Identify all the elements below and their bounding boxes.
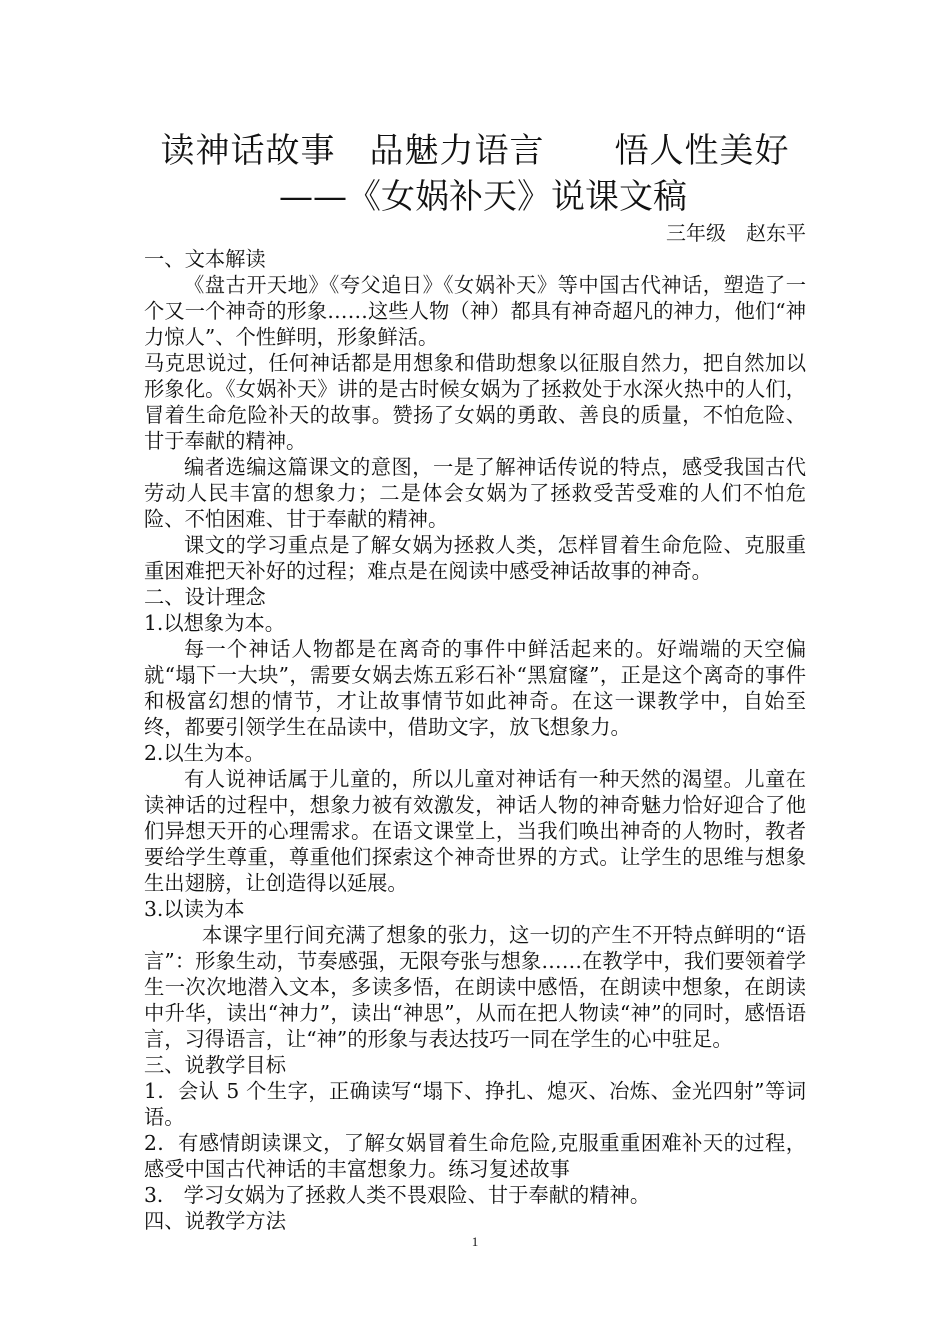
paragraph: 有人说神话属于儿童的，所以儿童对神话有一种天然的渴望。儿童在读神话的过程中，想象力被有效激发，神话人物的神奇魅力恰好迎合了他们异想天开的心理需求。在语文课堂上，当我们唤出神奇的人物时，教者要给学生尊重，尊重他们探索这个神奇世界的方式。让学生的思维与想象生出翅膀，让创造得以延展。 <box>144 767 806 895</box>
title-part-1: 读神话故事 <box>160 131 336 171</box>
goal-item: 2．有感情朗读课文，了解女娲冒着生命危险,克服重重困难补天的过程，感受中国古代神话的丰富想象力。练习复述故事 <box>144 1131 806 1181</box>
title-part-2: 品魅力语言 <box>369 131 545 171</box>
page-number: 1 <box>471 1234 479 1249</box>
paragraph: 马克思说过，任何神话都是用想象和借助想象以征服自然力，把自然加以形象化。《女娲补天》讲的是古时候女娲为了拯救处于水深火热中的人们，冒着生命危险补天的故事。赞扬了女娲的勇敢、善良的质量，不怕危险、甘于奉献的精神。 <box>144 351 806 453</box>
paragraph: 编者选编这篇课文的意图，一是了解神话传说的特点，感受我国古代劳动人民丰富的想象力；二是体会女娲为了拯救受苦受难的人们不怕危险、不怕困难、甘于奉献的精神。 <box>144 455 806 531</box>
subheading: 1.以想象为本。 <box>144 611 286 635</box>
title-part-3: 悟人性美好 <box>614 131 790 171</box>
paragraph: 每一个神话人物都是在离奇的事件中鲜活起来的。好端端的天空偏就“塌下一大块”，需要女娲去炼五彩石补“黑窟窿”，正是这个离奇的事件和极富幻想的情节，才让故事情节如此神奇。在这一课教学中，自始至终，都要引领学生在品读中，借助文字，放飞想象力。 <box>144 637 806 739</box>
author-line <box>144 220 806 246</box>
subheading: 2.以生为本。 <box>144 741 265 765</box>
section-heading-4: 四、说教学方法 <box>144 1209 286 1233</box>
paragraph: 课文的学习重点是了解女娲为拯救人类，怎样冒着生命危险、克服重重困难把天补好的过程；难点是在阅读中感受神话故事的神奇。 <box>144 533 806 583</box>
goal-item: 1．会认 5 个生字，正确读写“塌下、挣扎、熄灭、冶炼、金光四射”等词语。 <box>144 1079 806 1129</box>
section-heading-1: 一、文本解读 <box>144 247 266 271</box>
author-grade: 三年级 <box>666 221 726 245</box>
paragraph: 《盘古开天地》《夸父追日》《女娲补天》等中国古代神话，塑造了一个又一个神奇的形象……这些人物（神）都具有神奇超凡的神力，他们“神力惊人”、个性鲜明，形象鲜活。 <box>144 273 806 349</box>
subheading: 3.以读为本 <box>144 897 245 921</box>
author-name: 赵东平 <box>746 221 806 245</box>
page-subtitle: ——《女娲补天》说课文稿 <box>279 177 687 217</box>
goal-item: 3． 学习女娲为了拯救人类不畏艰险、甘于奉献的精神。 <box>144 1183 651 1207</box>
section-heading-2: 二、设计理念 <box>144 585 266 609</box>
paragraph: 本课字里行间充满了想象的张力，这一切的产生不开特点鲜明的“语言”：形象生动，节奏感强，无限夸张与想象……在教学中，我们要领着学生一次次地潜入文本，多读多悟，在朗读中感悟，在朗读中想象，在朗读中升华，读出“神力”，读出“神思”，从而在把人物读“神”的同时，感悟语言，习得语言，让“神”的形象与表达技巧一同在学生的心中驻足。 <box>144 923 806 1051</box>
document-page <box>144 128 806 1234</box>
page-title <box>144 128 806 174</box>
section-heading-3: 三、说教学目标 <box>144 1053 286 1077</box>
